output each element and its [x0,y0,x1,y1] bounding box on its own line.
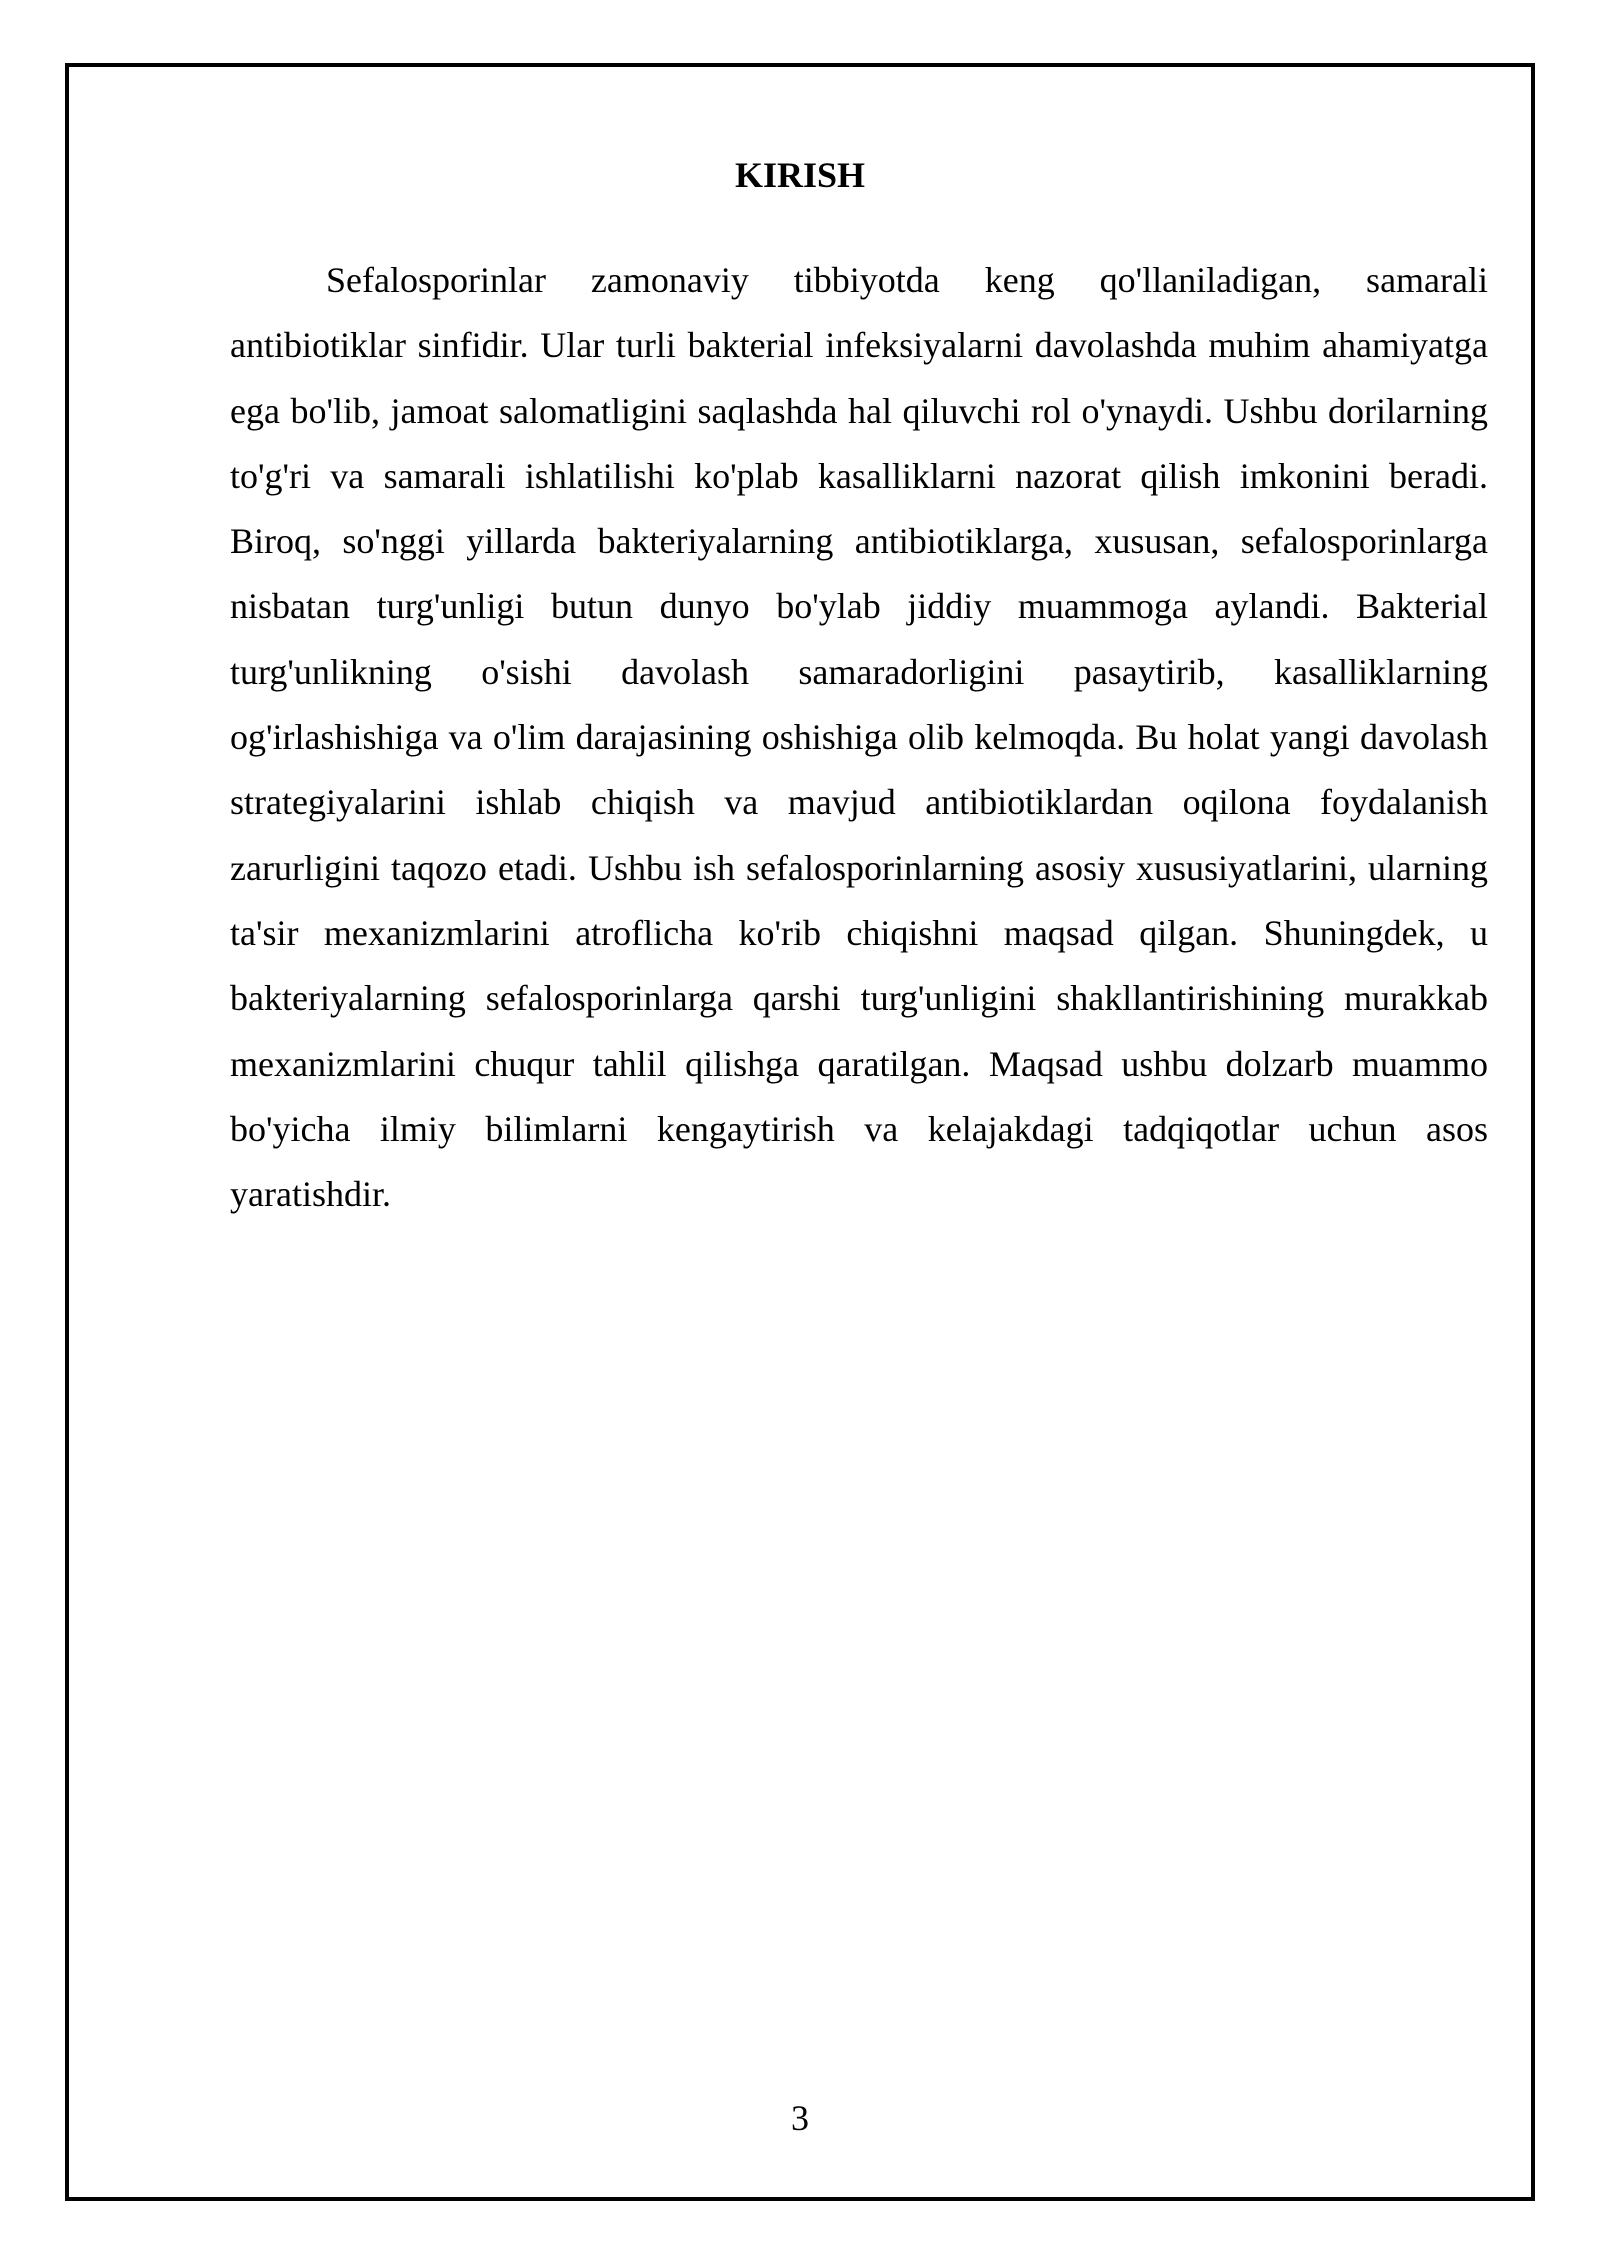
page-number: 3 [791,2098,809,2138]
section-heading: KIRISH [734,155,866,195]
body-paragraph: Sefalosporinlar zamonaviy tibbiyotda keng qo'llaniladigan, samarali antibiotiklar sinfidir. Ular turli bakterial infeksiyalarni davolashda muhim ahamiyatga ega bo'lib, jamoat salomatligini saqlashda hal qiluvchi rol o'ynaydi. Ushbu dorilarning to'g'ri va samarali ishlatilishi ko'plab kasalliklarni nazorat qilish imkonini beradi. Biroq, so'nggi yillarda bakteriyalarning antibiotiklarga, xususan, sefalosporinlarga nisbatan turg'unligi butun dunyo bo'ylab jiddiy muammoga aylandi. Bakterial turg'unlikning o'sishi davolash samaradorligini pasaytirib, kasalliklarning og'irlashishiga va o'lim darajasining oshishiga olib kelmoqda. Bu holat yangi davolash strategiyalarini ishlab chiqish va mavjud antibiotiklardan oqilona foydalanish zarurligini taqozo etadi. Ushbu ish sefalosporinlarning asosiy xususiyatlarini, ularning ta'sir mexanizmlarini atroflicha ko'rib chiqishni maqsad qilgan. Shuningdek, u bakteriyalarning sefalosporinlarga qarshi turg'unligini shakllantirishining murakkab mexanizmlarini chuqur tahlil qilishga qaratilgan. Maqsad ushbu dolzarb muammo bo'yicha ilmiy bilimlarni kengaytirish va kelajakdagi tadqiqotlar uchun asos yaratishdir. [230,260,1488,1215]
